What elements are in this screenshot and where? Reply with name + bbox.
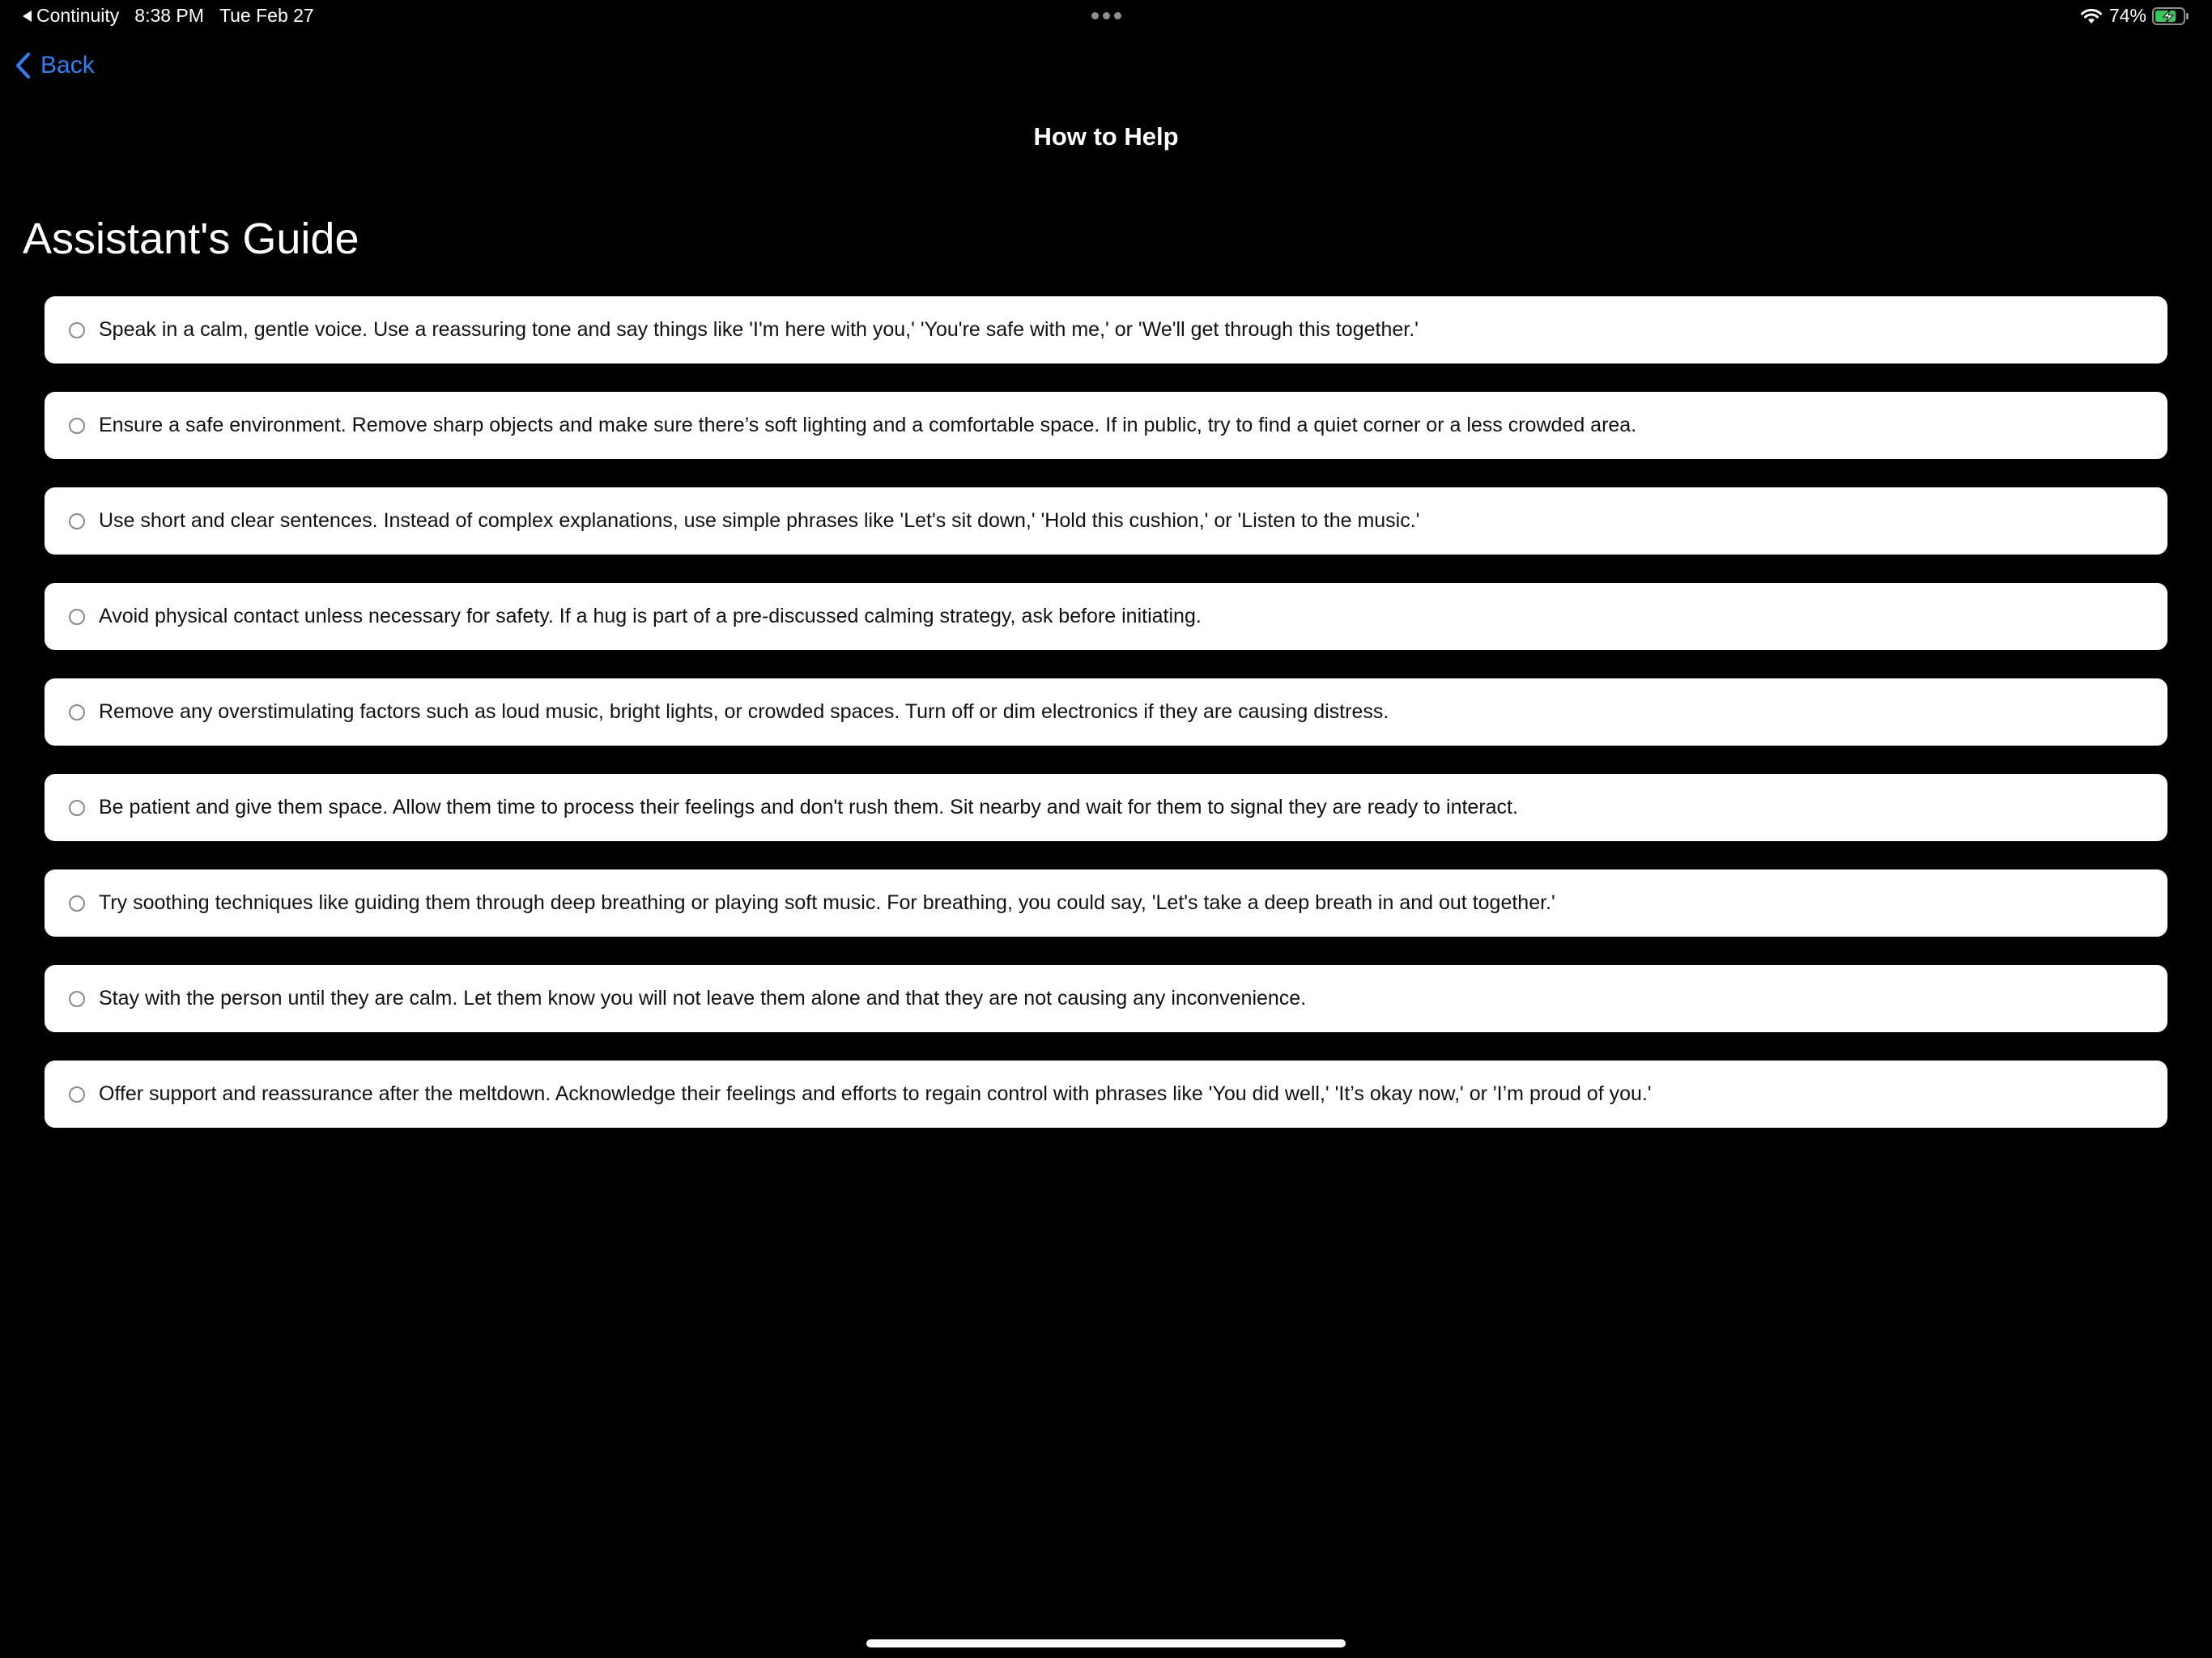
radio-unchecked-icon[interactable] (69, 991, 85, 1007)
chevron-left-icon (15, 52, 31, 79)
guide-item-text: Speak in a calm, gentle voice. Use a reassuring tone and say things like 'I'm here with you,' 'You're safe with me,' or 'We'll get through this together.' (99, 318, 1419, 341)
guide-item-text: Offer support and reassurance after the meltdown. Acknowledge their feelings and efforts to regain control with phrases like 'You did well,' 'It’s okay now,' or 'I’m proud of you.' (99, 1082, 1652, 1105)
page-title: Assistant's Guide (23, 215, 359, 263)
radio-unchecked-icon[interactable] (69, 704, 85, 721)
guide-item[interactable] (45, 296, 2167, 363)
guide-item-text: Remove any overstimulating factors such as loud music, bright lights, or crowded spaces. Turn off or dim electronics if they are causing distress. (99, 700, 1389, 723)
back-triangle-icon (23, 11, 32, 22)
status-bar (0, 0, 2212, 34)
guide-item[interactable] (45, 487, 2167, 555)
guide-list (45, 296, 2167, 1128)
radio-unchecked-icon[interactable] (69, 513, 85, 529)
back-label: Back (40, 52, 95, 79)
guide-item[interactable] (45, 392, 2167, 459)
guide-item[interactable] (45, 1061, 2167, 1128)
guide-item-text: Be patient and give them space. Allow them time to process their feelings and don't rush them. Sit nearby and wait for them to signal they are ready to interact. (99, 796, 1518, 818)
back-app-label: Continuity (36, 5, 120, 26)
radio-unchecked-icon[interactable] (69, 895, 85, 912)
back-to-app-link[interactable] (23, 5, 119, 27)
multitasking-menu-icon[interactable] (1091, 12, 1121, 19)
nav-title: How to Help (1033, 122, 1179, 151)
wifi-icon (2080, 7, 2103, 25)
battery-icon (2152, 7, 2189, 25)
radio-unchecked-icon[interactable] (69, 609, 85, 625)
status-date: Tue Feb 27 (219, 5, 314, 26)
guide-item-text: Use short and clear sentences. Instead of complex explanations, use simple phrases like 'Let's sit down,' 'Hold this cushion,' or 'Listen to the music.' (99, 509, 1420, 532)
guide-item-text: Stay with the person until they are calm. Let them know you will not leave them alone and that they are not causing any inconvenience. (99, 987, 1307, 1010)
guide-item-text: Avoid physical contact unless necessary for safety. If a hug is part of a pre-discussed calming strategy, ask before initiating. (99, 605, 1202, 627)
home-indicator[interactable] (866, 1639, 1346, 1647)
radio-unchecked-icon[interactable] (69, 1086, 85, 1103)
back-button[interactable] (15, 52, 95, 79)
battery-percent: 74% (2108, 5, 2146, 26)
radio-unchecked-icon[interactable] (69, 322, 85, 338)
guide-item[interactable] (45, 678, 2167, 746)
radio-unchecked-icon[interactable] (69, 418, 85, 434)
status-left (23, 5, 314, 27)
guide-item[interactable] (45, 869, 2167, 937)
guide-item[interactable] (45, 965, 2167, 1032)
guide-item[interactable] (45, 774, 2167, 841)
radio-unchecked-icon[interactable] (69, 800, 85, 816)
guide-item-text: Ensure a safe environment. Remove sharp objects and make sure there’s soft lighting and a comfortable space. If in public, try to find a quiet corner or a less crowded area. (99, 414, 1637, 436)
guide-item[interactable] (45, 583, 2167, 650)
guide-item-text: Try soothing techniques like guiding them through deep breathing or playing soft music. For breathing, you could say, 'Let's take a deep breath in and out together.' (99, 891, 1555, 914)
status-time: 8:38 PM (134, 5, 204, 26)
status-right (2080, 5, 2189, 27)
